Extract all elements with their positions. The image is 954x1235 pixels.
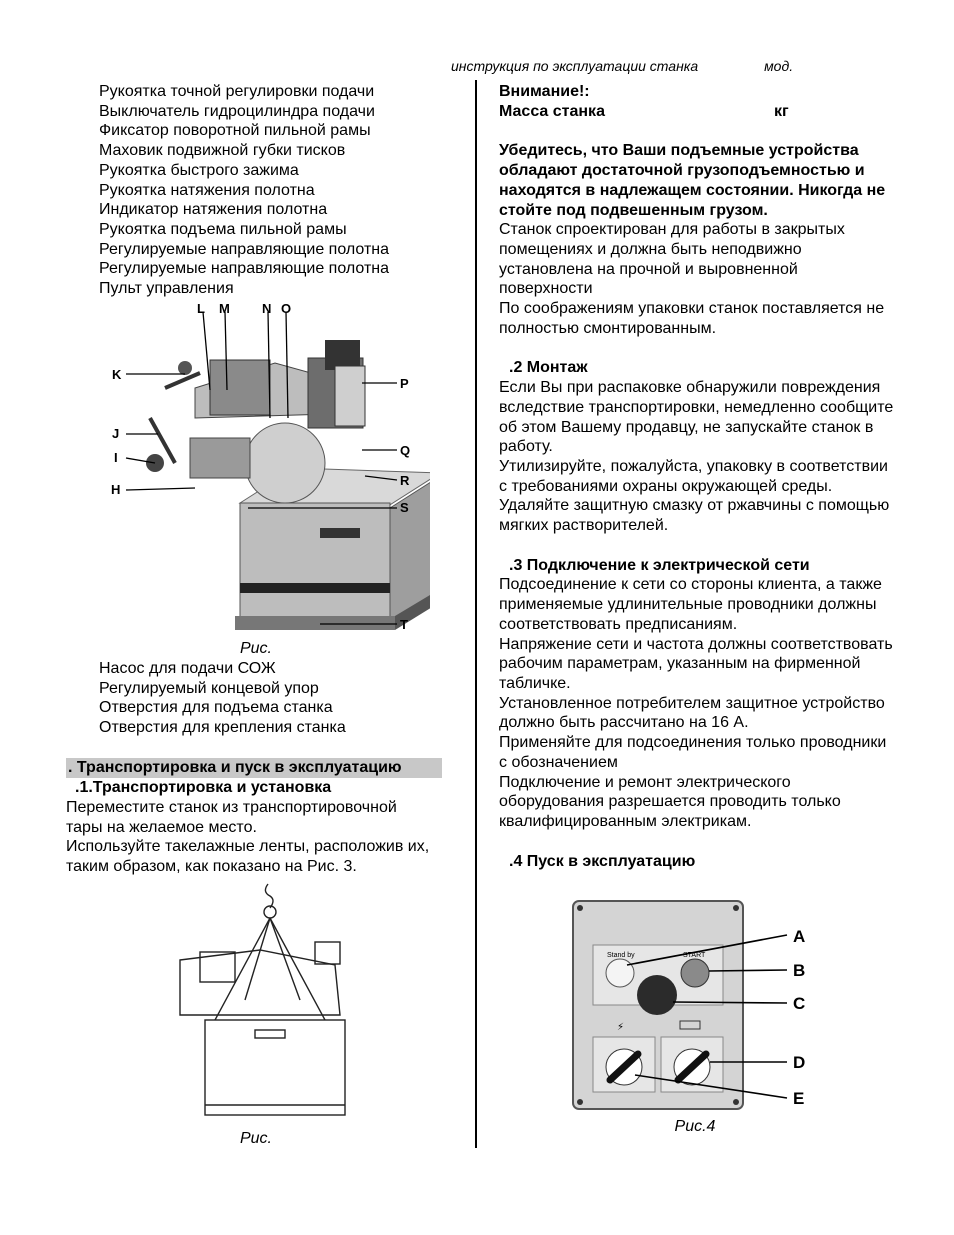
label-L: L [197, 301, 205, 316]
label-A: A [793, 927, 806, 946]
label-M: M [219, 301, 230, 316]
start-button[interactable] [681, 959, 709, 987]
list-item: Фиксатор поворотной пильной рамы [99, 122, 371, 140]
label-S: S [400, 500, 409, 515]
cabinet [240, 503, 390, 623]
turntable [245, 423, 325, 503]
section-title: .3 Подключение к электрической сети [509, 556, 810, 574]
section-title: . Транспортировка и пуск в эксплуатацию [66, 758, 442, 778]
paragraph: Удаляйте защитную смазку от ржавчины с помощью мягких растворителей. [499, 497, 890, 535]
crane-hook-icon [265, 884, 273, 908]
sling [245, 918, 270, 1000]
mass-unit: кг [774, 102, 789, 120]
label-D: D [793, 1053, 806, 1072]
label-C: C [793, 994, 806, 1013]
handle-lever [165, 373, 200, 388]
screw-icon [733, 1099, 739, 1105]
paragraph: Станок спроектирован для работы в закрытых помещениях и должна быть неподвижно установлена на прочной и выровненной поверхности [499, 221, 845, 298]
paragraph: Если Вы при распаковке обнаружили повреждения вследствие транспортировки, немедленно сообщите об этом Вашему продавцу, не запускайте станок в работу. [499, 379, 894, 456]
label-K: K [112, 367, 122, 382]
column-divider [475, 80, 477, 1148]
list-item: Регулируемые направляющие полотна [99, 240, 390, 258]
label-B: B [793, 961, 806, 980]
paragraph: Используйте такелажные ленты, расположив их, таким образом, как показано на Рис. 3. [66, 838, 430, 875]
paragraph: Подключение и ремонт электрического оборудования разрешается проводить только квалифицированным электрикам. [499, 773, 841, 830]
sling [215, 918, 270, 1020]
warning-text: Убедитесь, что Ваши подъемные устройства обладают достаточной грузоподъемностью и находятся в надлежащем состоянии. Никогда не стойте под подвешенным грузом. [499, 142, 886, 219]
list-item: Отверстия для крепления станка [99, 719, 346, 737]
section-title: .4 Пуск в эксплуатацию [509, 852, 696, 870]
label-E: E [793, 1089, 805, 1108]
paragraph: Переместите станок из транспортировочной тары на желаемое место. [66, 799, 397, 836]
panel-labels [793, 927, 805, 1108]
paragraph: Применяйте для подсоединения только проводники с обозначением [499, 734, 887, 771]
screw-icon [577, 905, 583, 911]
cabinet-outline [205, 1020, 345, 1115]
list-item: Пульт управления [99, 280, 234, 298]
left-column [66, 82, 446, 299]
spacer [499, 832, 894, 852]
list-item: Регулируемый концевой упор [99, 679, 319, 697]
machine-figure [100, 298, 430, 638]
paragraph: Подсоединение к сети со стороны клиента, а также применяемые удлинительные проводники должны соответствовать предписаниям. [499, 576, 882, 633]
label-N: N [262, 301, 272, 316]
mass-label: Масса станка [499, 102, 605, 120]
label-I: I [114, 450, 118, 465]
label-H: H [111, 482, 121, 497]
screw-icon [577, 1099, 583, 1105]
label-P: P [400, 376, 409, 391]
list-item: Отверстия для подъема станка [99, 699, 333, 717]
parts-list [66, 82, 446, 299]
label-Q: Q [400, 443, 411, 458]
paragraph: Напряжение сети и частота должны соответствовать рабочим параметрам, указанным на фирменной табличке. [499, 635, 893, 692]
base [235, 616, 395, 630]
page-header [451, 57, 793, 77]
standby-lamp[interactable] [606, 959, 634, 987]
mass-line [499, 102, 894, 122]
brand-plate [320, 528, 360, 538]
motor-outline [315, 942, 340, 964]
vise-jaw [190, 438, 250, 478]
list-item: Маховик подвижной губки тисков [99, 142, 346, 160]
list-item: Рукоятка натяжения полотна [99, 181, 315, 199]
subsection-title: .1.Транспортировка и установка [75, 779, 332, 796]
label-T: T [400, 617, 408, 632]
screw-icon [733, 905, 739, 911]
spacer [499, 536, 894, 556]
list-item: Рукоятка точной регулировки подачи [99, 83, 375, 100]
list-item: Насос для подачи СОЖ [99, 660, 276, 677]
paragraph: Утилизируйте, пожалуйста, упаковку в соответствии с требованиями охраны окружающей среды. [499, 457, 888, 495]
handwheel-icon [178, 361, 192, 375]
control-panel-small [335, 366, 365, 426]
paragraph: Установленное потребителем защитное устройство должно быть рассчитано на 16 А. [499, 694, 885, 732]
control-panel-figure [565, 895, 815, 1117]
slot-outline [255, 1030, 285, 1038]
label-O: O [281, 301, 292, 316]
parts-list-2 [66, 659, 346, 738]
figure-caption: Рис. [239, 640, 272, 657]
list-item: Индикатор натяжения полотна [99, 201, 328, 219]
spacer [499, 121, 894, 141]
model-label: мод. [764, 58, 794, 74]
figure-caption: Рис. [239, 1130, 272, 1147]
list-item: Выключатель гидроцилиндра подачи [99, 102, 375, 120]
start-text: START [683, 952, 706, 959]
paragraph: По соображениям упаковки станок поставляется не полностью смонтированным. [499, 300, 885, 337]
warning-title: Внимание!: [499, 83, 590, 100]
label-J: J [112, 426, 120, 441]
cabinet-stripe [240, 583, 390, 593]
figure-caption: Рис.4 [674, 1118, 716, 1135]
right-column [499, 82, 894, 871]
vise-block [210, 360, 270, 415]
list-item: Регулируемые направляющие полотна [99, 260, 390, 278]
list-item: Рукоятка подъема пильной рамы [99, 220, 347, 238]
lifting-figure [150, 880, 350, 1128]
sling [270, 918, 325, 1020]
sling [270, 918, 300, 1000]
list-item: Рукоятка быстрого зажима [99, 161, 299, 179]
label-R: R [400, 473, 410, 488]
emergency-stop-button[interactable] [637, 975, 677, 1015]
spacer [499, 338, 894, 358]
section-title: .2 Монтаж [509, 359, 588, 377]
manual-title: инструкция по эксплуатации станка [451, 58, 699, 74]
lightning-icon: ⚡ [617, 1022, 625, 1033]
stand-by-text: Stand by [607, 952, 635, 959]
